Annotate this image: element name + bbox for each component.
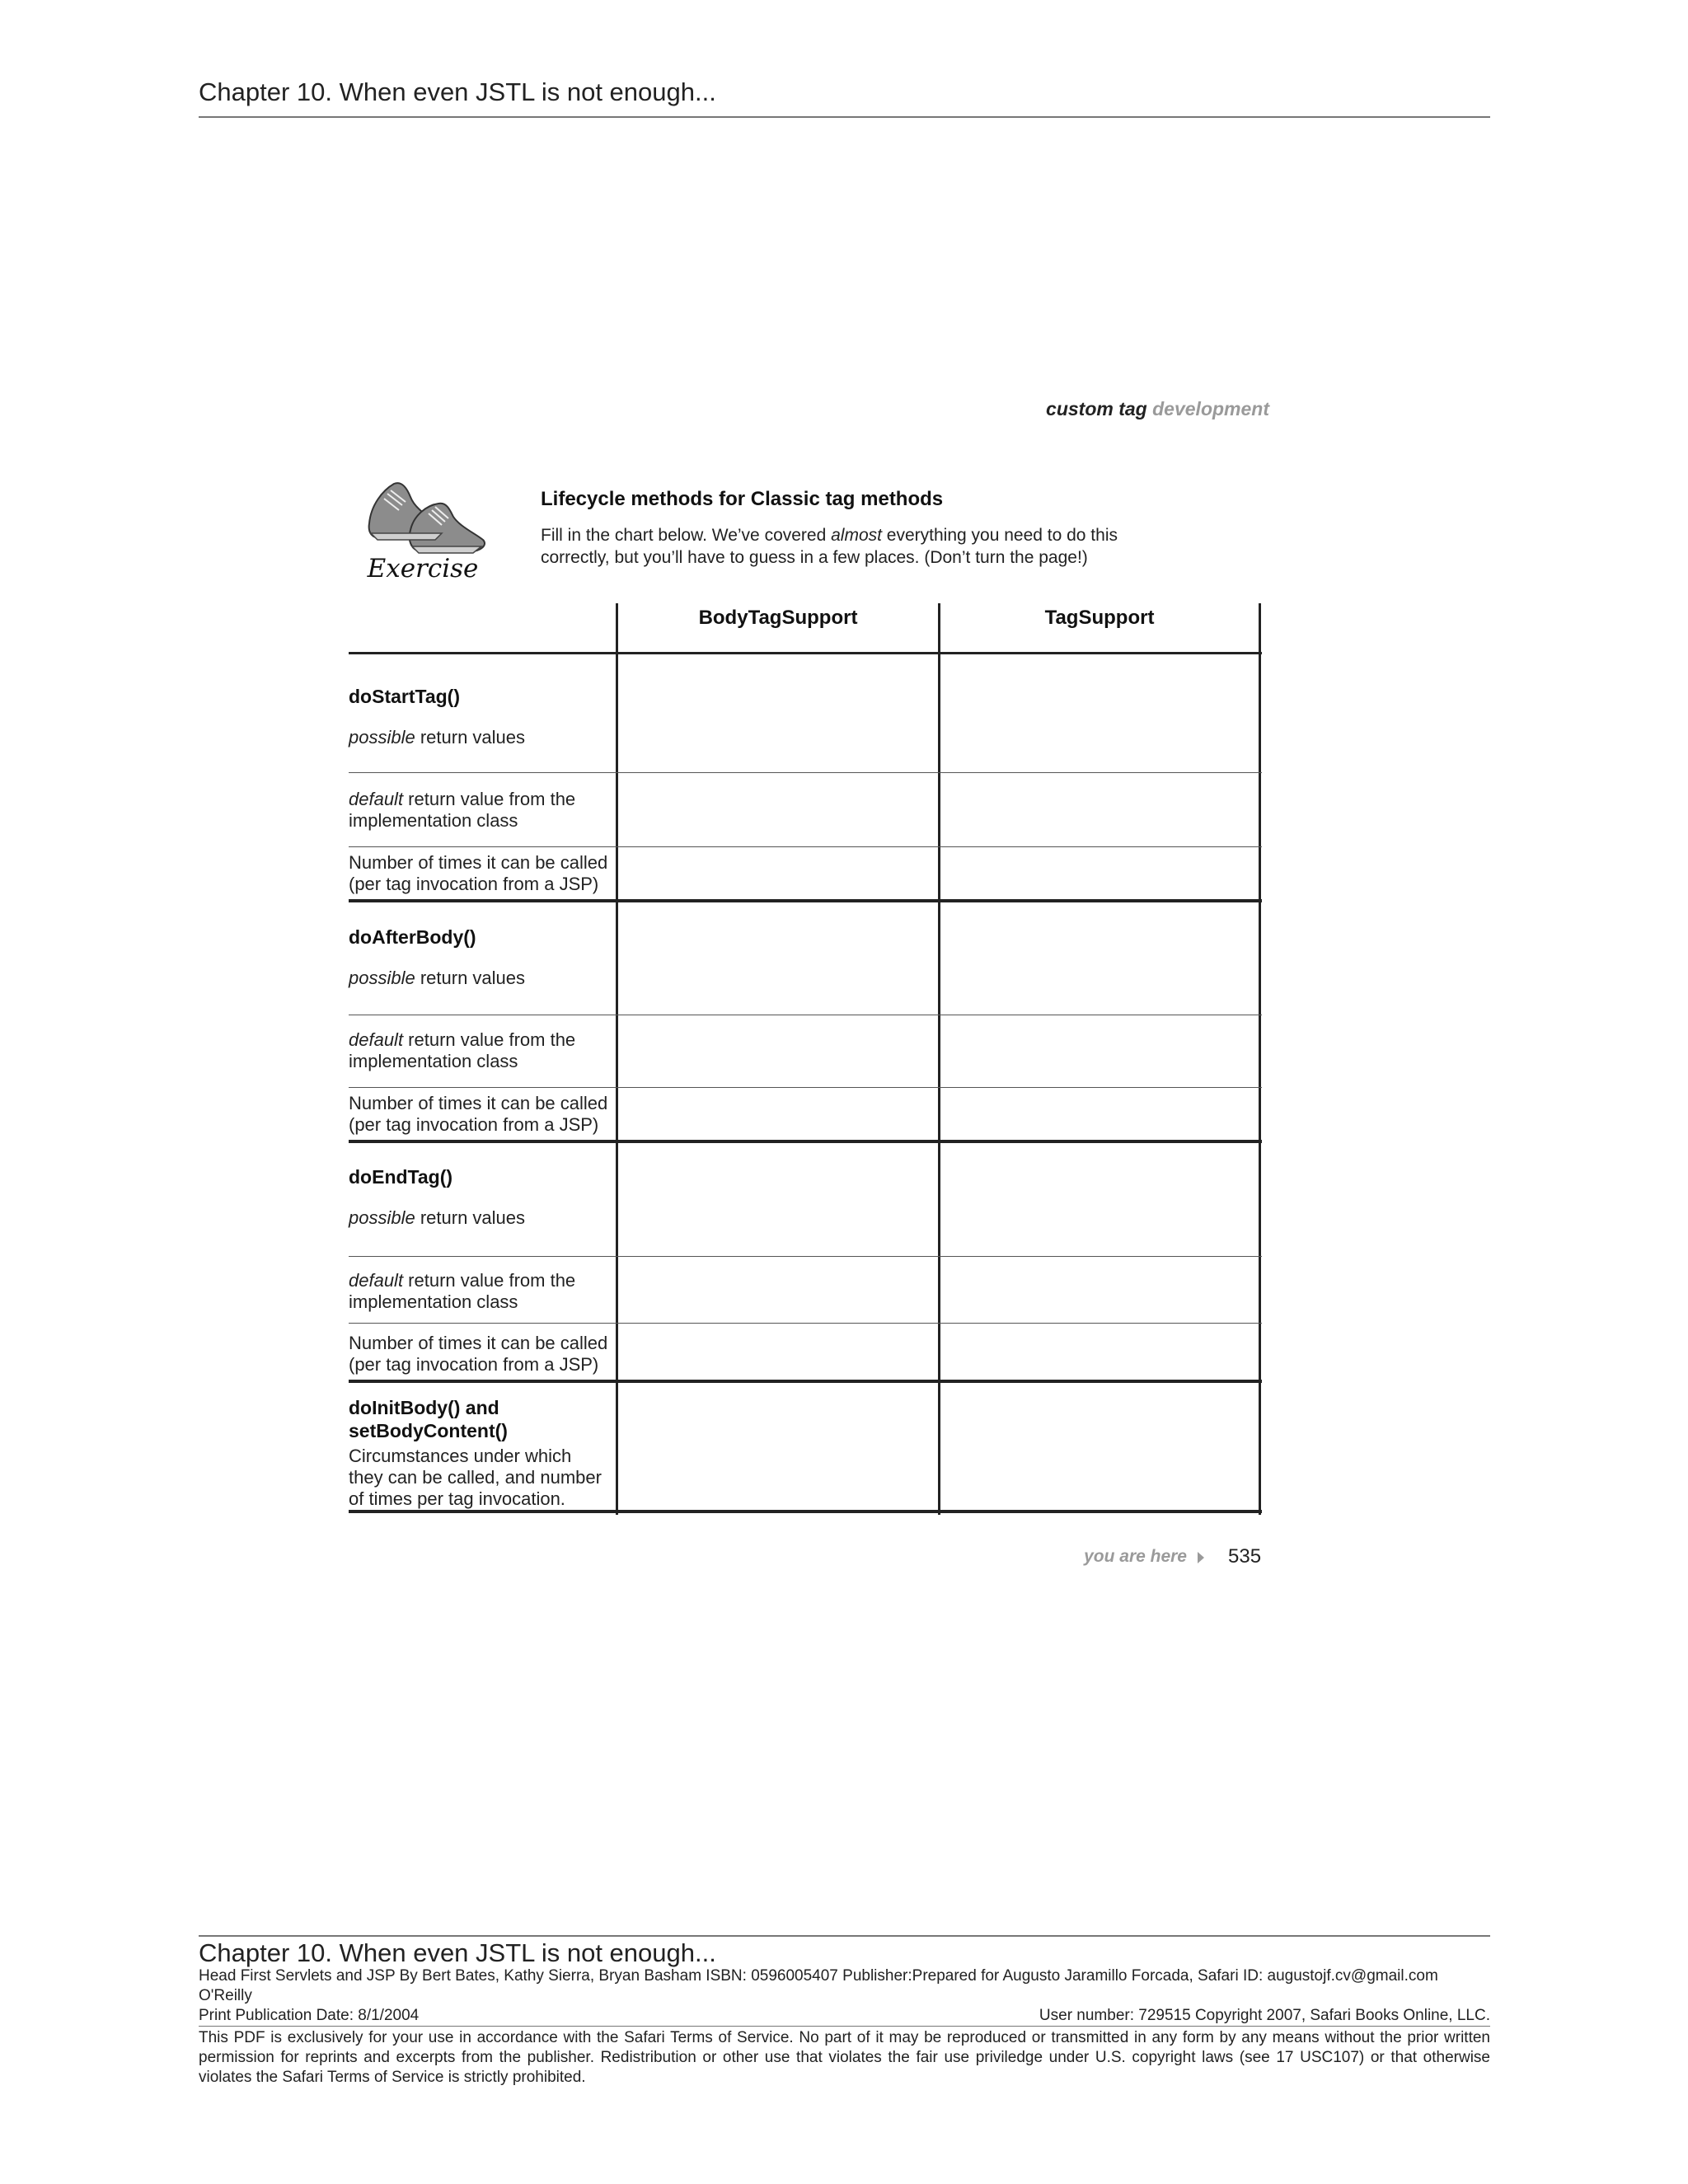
page-number: 535	[1228, 1545, 1262, 1568]
lifecycle-chart	[349, 603, 1262, 1516]
default-rest: return value from the implementation class	[349, 1270, 576, 1312]
possible-return-label	[349, 968, 611, 989]
header-rule	[199, 116, 1490, 118]
column-header-tagsupport: TagSupport	[1044, 607, 1155, 629]
possible-rest: return values	[415, 1207, 526, 1228]
footer-chapter-title: Chapter 10. When even JSTL is not enough...	[199, 1938, 716, 1967]
default-return-label	[349, 789, 611, 832]
right-arrow-icon	[1198, 1552, 1204, 1563]
possible-emph: possible	[349, 968, 415, 988]
running-head-part1: custom tag	[1046, 398, 1147, 419]
default-return-label	[349, 1029, 611, 1072]
possible-return-label	[349, 1207, 611, 1229]
possible-emph: possible	[349, 727, 415, 748]
footer-book-info: Head First Servlets and JSP By Bert Bates, Kathy Sierra, Bryan Basham ISBN: 0596005407 Publisher:Prepared for Augusto Jaramillo Forcada, Safari ID: augustojf.cv@gmail.com	[199, 1967, 1438, 1985]
default-rest: return value from the implementation class	[349, 789, 576, 831]
row-divider	[349, 1323, 1262, 1324]
column-divider	[616, 603, 618, 1515]
row-divider	[349, 1256, 1262, 1257]
exercise-icon-label: Exercise	[367, 554, 479, 581]
section-divider	[349, 1140, 1262, 1143]
section-divider	[349, 899, 1262, 902]
default-emph: default	[349, 1270, 404, 1291]
row-divider	[349, 846, 1262, 847]
possible-rest: return values	[415, 727, 526, 748]
running-head-part2: development	[1152, 398, 1269, 419]
exercise-body-suffix: everything you need to do this correctly, but you’ll have to guess in a few places. (Don’t turn the page!)	[541, 526, 1118, 567]
section-divider	[349, 1380, 1262, 1383]
circumstances-label: Circumstances under which they can be called, and number of times per tag invocation.	[349, 1446, 602, 1509]
running-head	[824, 398, 1269, 420]
exercise-instructions	[541, 524, 1134, 569]
footer-publisher: O'Reilly	[199, 1987, 252, 2004]
table-bottom-rule	[349, 1510, 1262, 1513]
exercise-body-emphasis: almost	[831, 526, 882, 545]
times-called-label: Number of times it can be called (per tag invocation from a JSP)	[349, 1333, 608, 1375]
footer-legal-notice: This PDF is exclusively for your use in accordance with the Safari Terms of Service. No part of it may be reproduced or transmitted in any form by any means without the prior written permission for reprints and excerpts from the publisher. Redistribution or other use that violates the fair use priviledge under U.S. copyright laws (see 17 USC107) or that otherwise violates the Safari Terms of Service is strictly prohibited.	[199, 2029, 1490, 2086]
method-label-dostarttag: doStartTag()	[349, 686, 461, 707]
method-label-doendtag: doEndTag()	[349, 1166, 453, 1188]
default-return-label	[349, 1270, 611, 1313]
column-divider	[938, 603, 940, 1515]
times-called-label: Number of times it can be called (per tag invocation from a JSP)	[349, 1093, 608, 1135]
column-header-bodytagsupport: BodyTagSupport	[698, 607, 858, 629]
footer-pub-date: Print Publication Date: 8/1/2004	[199, 2007, 420, 2024]
exercise-body-prefix: Fill in the chart below. We’ve covered	[541, 526, 832, 545]
row-divider	[349, 1087, 1262, 1088]
column-divider	[1259, 603, 1261, 1515]
default-emph: default	[349, 789, 404, 809]
method-label-doinitbody-setbodycontent: doInitBody() and setBodyContent()	[349, 1397, 508, 1441]
exercise-title: Lifecycle methods for Classic tag methods	[541, 488, 944, 510]
footer-rule	[199, 1935, 1490, 1937]
chapter-header-title: Chapter 10. When even JSTL is not enough...	[199, 77, 716, 106]
exercise-sneakers-icon	[353, 472, 493, 581]
footer-user-number: User number: 729515 Copyright 2007, Safari Books Online, LLC.	[1039, 2007, 1490, 2024]
default-rest: return value from the implementation class	[349, 1029, 576, 1071]
row-divider	[349, 772, 1262, 773]
header-rule-line	[349, 652, 1262, 654]
method-label-doafterbody: doAfterBody()	[349, 926, 476, 948]
default-emph: default	[349, 1029, 404, 1050]
times-called-label: Number of times it can be called (per tag invocation from a JSP)	[349, 852, 608, 894]
possible-emph: possible	[349, 1207, 415, 1228]
you-are-here-label: you are here	[1084, 1547, 1187, 1566]
possible-rest: return values	[415, 968, 526, 988]
possible-return-label	[349, 727, 611, 748]
footer-rule-secondary	[199, 2026, 1490, 2027]
